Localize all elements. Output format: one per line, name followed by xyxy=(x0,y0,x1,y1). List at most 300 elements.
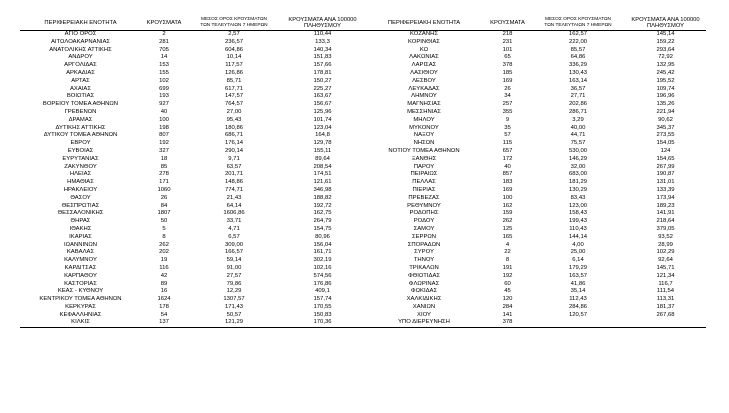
table-row xyxy=(20,78,706,86)
left-per-100k-cell: 170,36 xyxy=(281,319,364,327)
left-avg-7day-cell: 617,71 xyxy=(224,85,244,92)
left-case-count-cell: 42 xyxy=(160,272,168,279)
right-per-100k-cell: 195,52 xyxy=(656,77,675,84)
left-case-count-cell: 178 xyxy=(159,303,169,310)
left-case-count-cell: 262 xyxy=(159,241,169,248)
left-per-100k-cell: 574,56 xyxy=(313,272,332,279)
right-per-100k-cell: 190,87 xyxy=(656,171,675,178)
right-per-100k-cell: 345,37 xyxy=(656,124,675,131)
table-row xyxy=(20,140,706,148)
table-row xyxy=(20,101,706,109)
table-row xyxy=(20,288,706,296)
left-avg-7day-cell: 774,71 xyxy=(224,186,244,193)
right-avg-7day-cell: 112,43 xyxy=(569,296,587,303)
left-avg-7day-cell: 79,86 xyxy=(226,280,242,287)
left-avg-7day-cell: 63,57 xyxy=(226,163,242,170)
left-region-name-cell: ΔΥΤΙΚΟΥ ΤΟΜΕΑ ΑΘΗΝΩΝ xyxy=(43,132,118,139)
left-case-count-cell: 699 xyxy=(159,85,169,92)
left-per-100k-cell: 178,81 xyxy=(313,69,332,76)
table-row xyxy=(20,257,706,265)
table-row xyxy=(20,304,706,312)
left-per-100k-cell: 264,79 xyxy=(313,218,332,225)
left-per-100k-cell: 176,86 xyxy=(313,280,332,287)
right-avg-7day-cell: 44,71 xyxy=(570,132,586,139)
right-avg-7day-cell: 123,00 xyxy=(568,202,588,209)
left-region-name-cell: ΔΡΑΜΑΣ xyxy=(68,116,93,123)
left-per-100k-cell: 225,27 xyxy=(313,85,332,92)
left-case-count-cell: 89 xyxy=(160,280,168,287)
table-row xyxy=(20,281,706,289)
left-region-name-cell: ΚΕΡΚΥΡΑΣ xyxy=(65,303,96,310)
left-avg-7day-cell: 59,14 xyxy=(226,257,242,264)
right-per-100k-cell: 245,42 xyxy=(656,69,675,76)
left-per-100k-cell: 151,83 xyxy=(313,54,332,61)
left-avg-7day-cell: 176,14 xyxy=(224,140,244,147)
header-avg-7day-left xyxy=(187,15,281,31)
table-row xyxy=(20,187,706,195)
right-region-name-cell: ΣΠΟΡΑΔΩΝ xyxy=(407,241,441,248)
right-region-name-cell: ΠΕΙΡΑΙΩΣ xyxy=(410,171,438,178)
header-avg-7day-right xyxy=(531,15,625,31)
right-case-count-cell: 159 xyxy=(502,210,513,217)
table-row xyxy=(20,62,706,70)
left-region-name-cell: ΕΥΡΥΤΑΝΙΑΣ xyxy=(62,155,99,162)
right-case-count-cell: 183 xyxy=(502,179,513,186)
left-region-name-cell: ΚΑΡΔΙΤΣΑΣ xyxy=(64,264,97,271)
left-region-name-cell: ΚΑΛΥΜΝΟΥ xyxy=(64,257,97,264)
left-case-count-cell: 2 xyxy=(162,31,166,37)
right-per-100k-cell: 131,01 xyxy=(656,179,675,186)
header-region-left: ΠΕΡΙΦΕΡΕΙΑΚΗ ΕΝΟΤΗΤΑ xyxy=(20,15,141,31)
right-region-name-cell: ΜΥΚΟΝΟΥ xyxy=(409,124,439,131)
right-case-count-cell: 22 xyxy=(504,249,511,256)
right-case-count-cell: 169 xyxy=(502,77,513,84)
header-avg-7day-line2: ΤΩΝ ΤΕΛΕΥΤΑΙΩΝ 7 ΗΜΕΡΩΝ xyxy=(200,22,268,28)
table-row xyxy=(20,148,706,156)
right-per-100k-cell: 133,39 xyxy=(656,186,675,193)
left-case-count-cell: 278 xyxy=(159,171,169,178)
regional-cases-table xyxy=(20,15,706,328)
right-region-name-cell: ΡΕΘΥΜΝΟΥ xyxy=(407,202,441,209)
right-per-100k-cell: 92,64 xyxy=(658,257,673,264)
right-case-count-cell: 57 xyxy=(504,132,511,139)
right-per-100k-cell: 173,94 xyxy=(656,194,675,201)
right-region-name-cell: ΦΘΙΩΤΙΔΑΣ xyxy=(407,272,441,279)
left-case-count-cell: 171 xyxy=(159,179,169,186)
left-region-name-cell: ΑΧΑΪΑΣ xyxy=(70,85,91,92)
right-region-name-cell: ΞΑΝΘΗΣ xyxy=(411,155,437,162)
table-row xyxy=(20,156,706,164)
left-case-count-cell: 26 xyxy=(160,194,168,201)
left-case-count-cell: 327 xyxy=(159,147,169,154)
left-region-name-cell: ΑΝΑΤΟΛΙΚΗΣ ΑΤΤΙΚΗΣ xyxy=(49,46,112,53)
left-per-100k-cell: 125,96 xyxy=(313,108,332,115)
left-case-count-cell: 100 xyxy=(159,116,169,123)
left-case-count-cell: 5 xyxy=(162,225,166,232)
table-row xyxy=(20,242,706,250)
left-avg-7day-cell: 1307,57 xyxy=(223,296,245,303)
table-body xyxy=(20,31,706,328)
left-avg-7day-cell: 27,00 xyxy=(226,108,242,115)
left-region-name-cell: ΑΡΚΑΔΙΑΣ xyxy=(66,69,95,76)
left-per-100k-cell: 157,74 xyxy=(313,296,332,303)
left-case-count-cell: 54 xyxy=(160,311,168,318)
left-avg-7day-cell: 309,00 xyxy=(224,241,244,248)
right-avg-7day-cell: 36,57 xyxy=(570,85,586,92)
left-region-name-cell: ΑΡΓΟΛΙΔΑΣ xyxy=(64,62,97,69)
right-per-100k-cell: 102,29 xyxy=(656,249,675,256)
left-avg-7day-cell: 95,43 xyxy=(226,116,242,123)
left-case-count-cell: 198 xyxy=(159,124,169,131)
table-row xyxy=(20,54,706,62)
table-row xyxy=(20,234,706,242)
right-per-100k-cell: 116,7 xyxy=(658,280,673,287)
right-per-100k-cell: 124 xyxy=(660,147,671,154)
left-per-100k-cell: 346,98 xyxy=(313,186,332,193)
left-per-100k-cell: 188,82 xyxy=(313,194,332,201)
left-region-name-cell: ΙΘΑΚΗΣ xyxy=(69,225,92,232)
left-case-count-cell: 116 xyxy=(159,264,169,271)
header-avg-7day-line2: ΤΩΝ ΤΕΛΕΥΤΑΙΩΝ 7 ΗΜΕΡΩΝ xyxy=(544,22,612,28)
right-case-count-cell: 45 xyxy=(504,288,511,295)
right-avg-7day-cell: 199,43 xyxy=(568,218,588,225)
left-per-100k-cell: 409,1 xyxy=(315,288,330,295)
right-avg-7day-cell: 162,57 xyxy=(568,31,588,37)
table-row xyxy=(20,70,706,78)
right-per-100k-cell: 135,26 xyxy=(656,101,675,108)
right-avg-7day-cell: 6,14 xyxy=(572,257,584,264)
left-region-name-cell: ΗΜΑΘΙΑΣ xyxy=(67,179,94,186)
right-avg-7day-cell: 25,00 xyxy=(570,249,586,256)
right-case-count-cell: 4 xyxy=(505,241,510,248)
left-per-100k-cell: 133,3 xyxy=(315,38,330,45)
right-per-100k-cell: 141,91 xyxy=(656,210,675,217)
header-per100k-left xyxy=(281,15,364,31)
left-avg-7day-cell: 12,29 xyxy=(226,288,242,295)
table-row xyxy=(20,203,706,211)
table-row xyxy=(20,164,706,172)
left-avg-7day-cell: 604,86 xyxy=(224,46,244,53)
left-avg-7day-cell: 64,14 xyxy=(226,202,242,209)
header-per100k-line2: ΠΛΗΘΥΣΜΟΥ xyxy=(646,22,685,29)
left-region-name-cell: ΚΙΛΚΙΣ xyxy=(20,319,141,327)
left-case-count-cell: 102 xyxy=(159,77,169,84)
right-case-count-cell: 165 xyxy=(502,233,513,240)
left-avg-7day-cell: 166,57 xyxy=(224,249,244,256)
left-region-name-cell: ΓΡΕΒΕΝΩΝ xyxy=(64,108,97,115)
left-per-100k-cell: 156,67 xyxy=(313,101,332,108)
right-per-100k-cell: 181,37 xyxy=(656,303,675,310)
left-region-name-cell: ΒΟΙΩΤΙΑΣ xyxy=(66,93,95,100)
left-per-100k-cell: 174,51 xyxy=(313,171,332,178)
right-avg-7day-cell: 163,14 xyxy=(568,77,588,84)
right-avg-7day-cell: 336,29 xyxy=(568,62,588,69)
left-avg-7day-cell: 148,86 xyxy=(224,179,244,186)
left-region-name-cell: ΙΚΑΡΙΑΣ xyxy=(69,233,92,240)
right-avg-7day-cell: 35,14 xyxy=(570,288,586,295)
table-row xyxy=(20,210,706,218)
right-region-name-cell: ΦΩΚΙΔΑΣ xyxy=(410,288,438,295)
left-case-count-cell: 18 xyxy=(160,155,168,162)
left-case-count-cell: 85 xyxy=(160,163,168,170)
right-avg-7day-cell: 130,43 xyxy=(568,69,588,76)
right-per-100k-cell: 273,55 xyxy=(656,132,675,139)
left-avg-7day-cell: 10,14 xyxy=(226,54,242,61)
left-region-name-cell: ΚΕΝΤΡΙΚΟΥ ΤΟΜΕΑ ΑΘΗΝΩΝ xyxy=(39,296,122,303)
right-case-count-cell: 26 xyxy=(504,85,511,92)
left-per-100k-cell: 140,34 xyxy=(313,46,332,53)
right-case-count-cell: 378 xyxy=(502,62,513,69)
table-row xyxy=(20,195,706,203)
left-case-count-cell: 50 xyxy=(160,218,168,225)
right-avg-7day-cell: 64,86 xyxy=(570,54,586,61)
right-avg-7day-cell: 40,00 xyxy=(570,124,586,131)
left-region-name-cell: ΚΕΑΣ - ΚΥΘΝΟΥ xyxy=(57,288,104,295)
left-per-100k-cell: 170,55 xyxy=(313,303,332,310)
left-avg-7day-cell: 4,71 xyxy=(228,225,240,232)
left-case-count-cell: 807 xyxy=(159,132,169,139)
right-region-name-cell: ΠΑΡΟΥ xyxy=(413,163,435,170)
left-case-count-cell: 14 xyxy=(160,54,168,61)
left-avg-7day-cell: 121,29 xyxy=(187,319,281,327)
left-region-name-cell: ΖΑΚΥΝΘΟΥ xyxy=(64,163,97,170)
left-case-count-cell: 1807 xyxy=(157,210,171,217)
right-avg-7day-cell: 27,71 xyxy=(570,93,586,100)
right-avg-7day-cell: 32,00 xyxy=(570,163,586,170)
left-avg-7day-cell: 764,57 xyxy=(224,101,244,108)
right-region-name-cell: ΛΑΣΙΘΙΟΥ xyxy=(410,69,438,76)
left-avg-7day-cell: 85,71 xyxy=(226,77,242,84)
left-region-name-cell: ΕΒΡΟΥ xyxy=(70,140,91,147)
left-case-count-cell: 1060 xyxy=(157,186,171,193)
right-avg-7day-cell: 202,86 xyxy=(568,101,588,108)
table-row xyxy=(20,179,706,187)
right-per-100k-cell: 221,94 xyxy=(656,108,675,115)
right-case-count-cell: 262 xyxy=(502,218,513,225)
right-case-count-cell: 120 xyxy=(502,296,513,303)
right-region-name-cell: ΧΑΛΚΙΔΙΚΗΣ xyxy=(406,296,442,303)
header-avg-7day-line1: ΜΕΣΟΣ ΟΡΟΣ ΚΡΟΥΣΜΑΤΩΝ xyxy=(544,17,612,23)
left-per-100k-cell: 156,04 xyxy=(313,241,332,248)
table-row xyxy=(20,296,706,304)
right-region-name-cell: ΛΕΣΒΟΥ xyxy=(412,77,436,84)
right-avg-7day-cell: 179,29 xyxy=(568,264,588,271)
right-region-name-cell: ΛΕΥΚΑΔΑΣ xyxy=(408,85,440,92)
right-region-name-cell: ΠΡΕΒΕΖΑΣ xyxy=(408,194,440,201)
right-per-100k-cell: 121,34 xyxy=(656,272,675,279)
right-avg-7day-cell: 284,86 xyxy=(568,303,588,310)
table-row xyxy=(20,31,706,39)
left-case-count-cell: 202 xyxy=(159,249,169,256)
left-per-100k-cell: 163,67 xyxy=(313,93,332,100)
right-avg-7day-cell: 110,43 xyxy=(569,225,587,232)
right-case-count-cell: 355 xyxy=(502,108,513,115)
right-per-100k-cell: 267,68 xyxy=(656,311,675,318)
left-region-name-cell: ΘΕΣΠΡΩΤΙΑΣ xyxy=(61,202,100,209)
right-case-count-cell: 101 xyxy=(502,46,513,53)
table-row xyxy=(20,312,706,320)
right-case-count-cell: 8 xyxy=(505,257,510,264)
table-row xyxy=(20,218,706,226)
left-avg-7day-cell: 236,57 xyxy=(224,38,244,45)
left-avg-7day-cell: 126,86 xyxy=(224,69,244,76)
right-per-100k-cell: 145,71 xyxy=(656,264,675,271)
right-case-count-cell: 378 xyxy=(484,319,531,327)
left-avg-7day-cell: 1606,86 xyxy=(223,210,245,217)
table-row xyxy=(20,226,706,234)
table-row xyxy=(20,117,706,125)
left-avg-7day-cell: 290,14 xyxy=(224,147,244,154)
left-avg-7day-cell: 9,71 xyxy=(228,155,240,162)
left-per-100k-cell: 162,75 xyxy=(313,210,332,217)
right-case-count-cell: 191 xyxy=(502,264,513,271)
left-case-count-cell: 40 xyxy=(160,108,168,115)
right-avg-7day-cell: 75,57 xyxy=(570,140,586,147)
right-region-name-cell: ΤΡΙΚΑΛΩΝ xyxy=(409,264,439,271)
right-avg-7day-cell: 286,71 xyxy=(568,108,588,115)
right-per-100k-cell: 159,22 xyxy=(656,38,675,45)
right-per-100k-cell: 293,64 xyxy=(656,46,675,53)
right-per-100k-cell: 218,64 xyxy=(656,218,675,225)
right-region-name-cell: ΥΠΟ ΔΙΕΡΕΥΝΗΣΗ xyxy=(364,319,484,327)
left-avg-7day-cell: 50,57 xyxy=(226,311,242,318)
regional-cases-sheet xyxy=(20,15,706,328)
right-region-name-cell: ΜΑΓΝΗΣΙΑΣ xyxy=(407,101,441,108)
table-row xyxy=(20,93,706,101)
right-per-100k-cell: 154,65 xyxy=(656,155,675,162)
left-avg-7day-cell: 2,57 xyxy=(228,31,240,37)
right-per-100k-cell: 28,99 xyxy=(658,241,673,248)
left-region-name-cell: ΚΑΒΑΛΑΣ xyxy=(66,249,95,256)
header-per100k-line2: ΠΛΗΘΥΣΜΟΥ xyxy=(303,22,342,29)
left-per-100k-cell: 110,44 xyxy=(313,31,332,37)
left-case-count-cell: 1624 xyxy=(157,296,171,303)
right-per-100k-cell: 379,05 xyxy=(656,225,675,232)
right-per-100k-cell: 90,62 xyxy=(658,116,673,123)
left-case-count-cell: 84 xyxy=(160,202,168,209)
right-avg-7day-cell: 130,29 xyxy=(568,186,588,193)
left-avg-7day-cell: 33,71 xyxy=(226,218,242,225)
left-region-name-cell: ΕΥΒΟΙΑΣ xyxy=(67,147,94,154)
left-region-name-cell: ΗΡΑΚΛΕΙΟΥ xyxy=(63,186,98,193)
left-region-name-cell: ΒΟΡΕΙΟΥ ΤΟΜΕΑ ΑΘΗΝΩΝ xyxy=(42,101,119,108)
right-avg-7day-cell: 222,00 xyxy=(568,38,588,45)
right-avg-7day-cell: 83,43 xyxy=(570,194,586,201)
left-region-name-cell: ΑΓΙΟ ΟΡΟΣ xyxy=(64,31,97,37)
header-per100k-right xyxy=(625,15,706,31)
table-header xyxy=(20,15,706,31)
table-row xyxy=(20,319,706,327)
right-region-name-cell: ΝΟΤΙΟΥ ΤΟΜΕΑ ΑΘΗΝΩΝ xyxy=(388,147,460,154)
header-per100k-line1: ΚΡΟΥΣΜΑΤΑ ΑΝΑ 100000 xyxy=(288,16,357,23)
left-region-name-cell: ΑΙΤΩΛΟΑΚΑΡΝΑΝΙΑΣ xyxy=(50,38,111,45)
right-per-100k-cell: 72,92 xyxy=(658,54,673,61)
right-avg-7day-cell: 683,00 xyxy=(568,171,588,178)
left-per-100k-cell: 208,54 xyxy=(313,163,332,170)
right-case-count-cell: 284 xyxy=(502,303,513,310)
left-per-100k-cell: 102,16 xyxy=(313,264,332,271)
table-row xyxy=(20,39,706,47)
right-region-name-cell: ΝΑΞΟΥ xyxy=(413,132,435,139)
table-row xyxy=(20,109,706,117)
left-region-name-cell: ΑΡΤΑΣ xyxy=(71,77,90,84)
right-per-100k-cell: 109,74 xyxy=(656,85,675,92)
left-region-name-cell: ΙΩΑΝΝΙΝΩΝ xyxy=(63,241,98,248)
right-avg-7day-cell: 3,29 xyxy=(572,116,584,123)
left-case-count-cell: 137 xyxy=(141,319,187,327)
left-region-name-cell: ΗΛΕΙΑΣ xyxy=(69,171,92,178)
right-case-count-cell: 65 xyxy=(504,54,511,61)
header-avg-7day-line1: ΜΕΣΟΣ ΟΡΟΣ ΚΡΟΥΣΜΑΤΩΝ xyxy=(200,17,268,23)
right-case-count-cell: 169 xyxy=(502,186,513,193)
left-region-name-cell: ΚΑΡΠΑΘΟΥ xyxy=(64,272,97,279)
right-region-name-cell: ΜΕΣΣΗΝΙΑΣ xyxy=(407,108,441,115)
table-row xyxy=(20,273,706,281)
right-case-count-cell: 257 xyxy=(502,101,513,108)
right-region-name-cell: ΧΙΟΥ xyxy=(417,311,431,318)
right-avg-7day-cell: 120,57 xyxy=(568,311,588,318)
left-case-count-cell: 193 xyxy=(159,93,169,100)
right-region-name-cell: ΚΟΡΙΝΘΙΑΣ xyxy=(408,38,440,45)
right-case-count-cell: 185 xyxy=(502,69,513,76)
left-region-name-cell: ΑΝΔΡΟΥ xyxy=(68,54,93,61)
right-region-name-cell: ΠΕΛΛΑΣ xyxy=(412,179,436,186)
right-per-100k-cell: 145,14 xyxy=(656,31,675,37)
right-avg-7day-cell: 4,00 xyxy=(572,241,584,248)
left-case-count-cell: 927 xyxy=(159,101,169,108)
right-region-name-cell: ΣΥΡΟΥ xyxy=(414,249,434,256)
left-case-count-cell: 8 xyxy=(162,233,166,240)
right-per-100k-cell: 189,23 xyxy=(656,202,675,209)
right-region-name-cell: ΝΗΣΩΝ xyxy=(413,140,435,147)
left-avg-7day-cell: 180,86 xyxy=(224,124,244,131)
table-row xyxy=(20,265,706,273)
right-case-count-cell: 40 xyxy=(504,163,511,170)
header-cases-left: ΚΡΟΥΣΜΑΤΑ xyxy=(141,15,187,31)
left-case-count-cell: 192 xyxy=(159,140,169,147)
left-avg-7day-cell: 686,71 xyxy=(224,132,244,139)
left-per-100k-cell: 150,27 xyxy=(313,77,332,84)
right-avg-7day-cell: 41,86 xyxy=(570,280,586,287)
right-region-name-cell: ΛΗΜΝΟΥ xyxy=(411,93,437,100)
left-avg-7day-cell: 171,43 xyxy=(224,303,244,310)
table-row xyxy=(20,171,706,179)
left-per-100k-cell: 157,66 xyxy=(313,62,332,69)
left-region-name-cell: ΘΗΡΑΣ xyxy=(70,218,91,225)
left-per-100k-cell: 154,75 xyxy=(313,225,332,232)
right-case-count-cell: 125 xyxy=(502,225,513,232)
left-per-100k-cell: 164,8 xyxy=(315,132,330,139)
right-region-name-cell: ΛΑΚΩΝΙΑΣ xyxy=(409,54,439,61)
left-region-name-cell: ΘΕΣΣΑΛΟΝΙΚΗΣ xyxy=(57,210,104,217)
right-per-100k-cell: 267,99 xyxy=(656,163,675,170)
right-case-count-cell: 231 xyxy=(502,38,513,45)
right-avg-7day-cell: 530,00 xyxy=(568,147,588,154)
right-region-name-cell: ΚΩ xyxy=(419,46,429,53)
left-case-count-cell: 19 xyxy=(160,257,168,264)
right-avg-7day-cell: 163,57 xyxy=(568,272,588,279)
right-region-name-cell: ΡΟΔΟΥ xyxy=(413,218,435,225)
left-case-count-cell: 153 xyxy=(159,62,169,69)
left-per-100k-cell: 161,71 xyxy=(313,249,332,256)
right-case-count-cell: 162 xyxy=(502,202,513,209)
left-avg-7day-cell: 27,57 xyxy=(226,272,242,279)
right-avg-7day-cell: 158,43 xyxy=(568,210,588,217)
left-per-100k-cell: 101,74 xyxy=(313,116,332,123)
right-case-count-cell: 115 xyxy=(502,140,513,147)
right-case-count-cell: 60 xyxy=(504,280,511,287)
left-per-100k-cell: 192,72 xyxy=(313,202,332,209)
